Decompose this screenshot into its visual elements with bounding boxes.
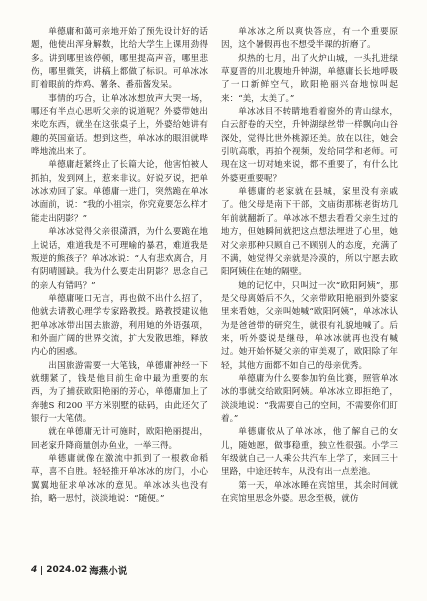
paragraph: 单德庸为什么要参加钓鱼比赛，照管单冰冰的事就交给欧阳阿姨。单冰冰立即拒绝了，淡淡地说：“我需要自己的空间，不需要你们盯着。”	[221, 373, 398, 424]
paragraph: 出国旅游需要一大笔钱，单德庸神经一下就绷紧了，钱是他目前生命中最为重要的东西，为了捕获欧阳艳丽的芳心，单德庸加上了奔驰S 和200 平方米别墅的砝码，由此还欠了银行一大笔债。	[31, 360, 208, 424]
issue-date: 2024.02	[46, 565, 88, 575]
paragraph: 单德庸依从了单冰冰，他了解自己的女儿，随她愿，做事稳重，独立性很强。小学三年级就自己一人乘公共汽车上学了，来回三十里路，中途还转车，从没有出一点差池。	[221, 427, 398, 478]
paragraph: 单德庸哑口无言，再也做不出什么招了，他就去请教心理学专家路教授。路教授建议他把单冰冰带出国去旅游，利用她的外语强项，和外面广阔的世界交流，扩大发散思维，释放内心的困惑。	[31, 293, 208, 358]
paragraph: 炽热的七月，出了火炉山城，一头扎进绿草夏晋的川北腹地升钟湖，单德庸长长地呼吸了一口新鲜空气，欧阳艳丽兴奋地惊叫起来：“美，太美了。”	[221, 53, 398, 104]
paragraph: 单冰冰目不转睛地看着窗外的青山绿水，白云舒卷的天空，升钟湖绿丝带一样飘向山谷深处，觉得比世外桃源还美。放在以往，她会引吭高歌，再拍个视频，发给同学和老师。可现在这一切对她来说，都不重要了，有什么比外婆更重要呢？	[221, 107, 398, 184]
page-footer	[31, 563, 127, 577]
page-number: 4	[31, 565, 38, 575]
paragraph: 事情的巧合，让单冰冰想放声大哭一场，哪还有半点心思听父亲的说道呢？外婆带她出来吃东西，就坐在这张桌子上，外婆给她讲有趣的英国童话。想到这些，单冰冰的眼泪就哗哗地流出来了。	[31, 93, 208, 158]
right-text-column	[221, 26, 398, 506]
paragraph: 单德庸赶紧终止了长篇大论，他害怕被人抓拍，发到网上，惹来非议。好说歹说，把单冰冰劝回了家。单德庸一进门，突然跪在单冰冰面前，说：“我的小祖宗，你究竟要怎么样才能走出阴影？”	[31, 160, 208, 224]
paragraph: 单德庸和蔼可亲地开始了预先设计好的话题，他使出浑身解数，比给大学生上课用劲得多。讲到哪里该停顿，哪里提高声音，哪里悲伤，哪里微笑，讲稿上都做了标识。可单冰冰盯着眼前的炸鸡、薯条、番茄酱发呆。	[31, 27, 208, 91]
paragraph: 单冰冰之所以爽快答应，有一个重要原因，这个暑假再也不想受半课的折磨了。	[221, 27, 398, 51]
paragraph: 她的记忆中，只叫过一次“欧阳阿姨”，那是父母离婚后不久，父亲带欧阳艳丽到外婆家里来看她，父亲叫她喊“欧阳阿姨”，单冰冰认为是爸爸带的研究生，就很有礼貌地喊了。后来，听外婆说是继母，单冰冰就再也没有喊过。她开始怀疑父亲的审美观了，欧阳除了年轻，其他方面都不如自己的母亲优秀。	[221, 280, 398, 371]
magazine-name: 海燕小说	[89, 566, 128, 577]
paragraph: 单德庸就像在激流中抓到了一根救命稻草，喜不自胜。轻轻推开单冰冰的房门，小心翼翼地征求单冰冰的意见。单冰冰头也没有抬，略一思忖，淡淡地说：“随便。”	[31, 454, 208, 505]
footer-divider	[41, 566, 42, 575]
left-text-column	[31, 26, 208, 506]
paragraph: 就在单德庸无计可施时，欧阳艳丽提出，回老家升降商量创办鱼业，一举三得。	[31, 427, 208, 451]
paragraph: 单冰冰觉得父亲很潇洒，为什么要跪在地上说话，难道我是不可理喻的暴君，难道我是叛逆的熊孩子？单冰冰说：“人有悲欢离合，月有阴晴圆缺。我为什么要走出阴影？思念自己的亲人有错吗？”	[31, 227, 208, 291]
paragraph: 单德庸的老家就在县城，家里没有亲戚了。他父母是南下干部，文庙街那栋老街坊几年前就翻新了。单冰冰不想去看看父亲生过的地方，但她瞬间就把这点想法埋进了心里，她对父亲那种只顾自己不顾别人的态度，充满了不满，她觉得父亲就是冷漠的，所以宁愿去欧阳阿姨住在她的隔壁。	[221, 187, 398, 278]
paragraph: 第一天，单冰冰睡在宾馆里，其余时间就在宾馆里思念外婆。思念至极，就仿	[221, 480, 398, 505]
